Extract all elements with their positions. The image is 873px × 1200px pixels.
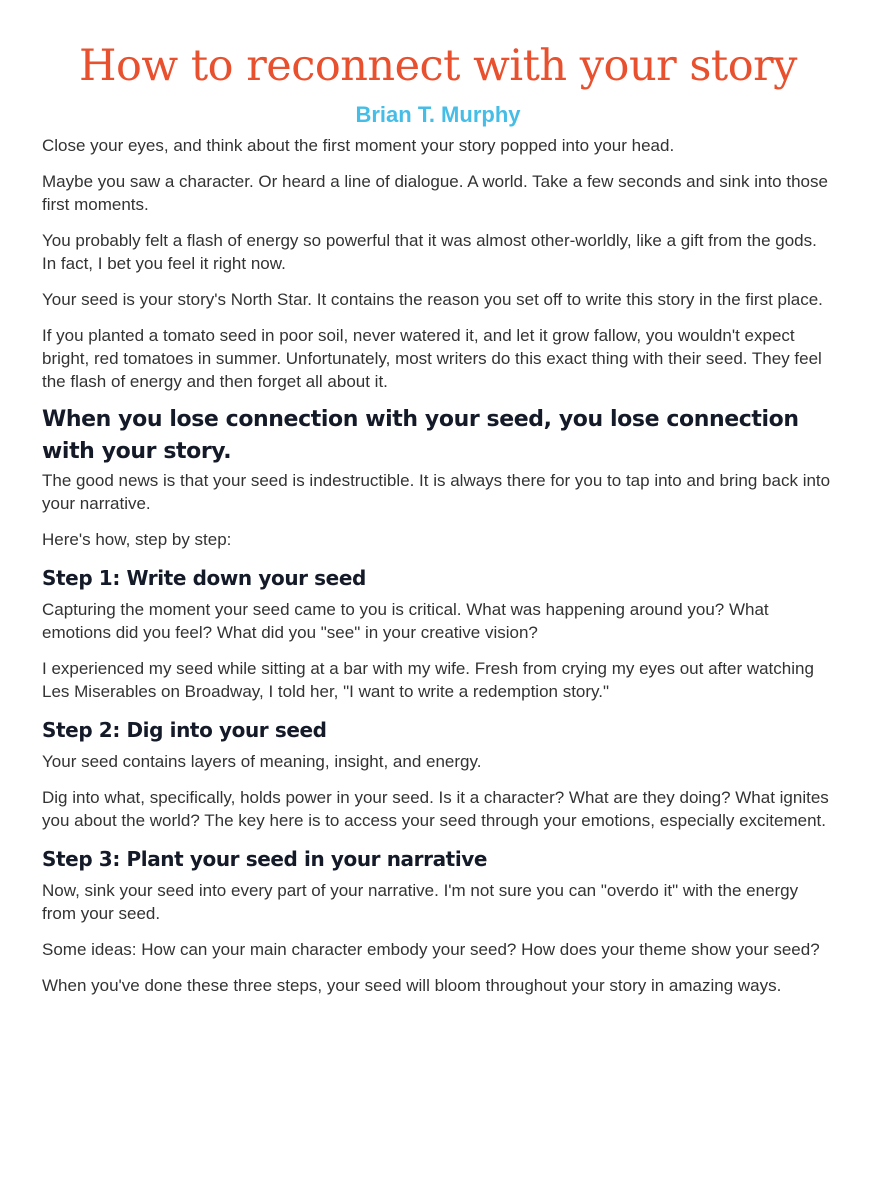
article: [42, 38, 834, 1010]
step-3-heading: Step 3: Plant your seed in your narrative: [42, 847, 488, 871]
step-1-paragraph: I experienced my seed while sitting at a bar with my wife. Fresh from crying my eyes out after watching Les Miserables on Broadway, I told her, "I want to write a redemption story.": [42, 659, 814, 701]
article-title: How to reconnect with your story: [79, 41, 797, 91]
intro-paragraph: Close your eyes, and think about the first moment your story popped into your head.: [42, 136, 675, 155]
intro-paragraph: Your seed is your story's North Star. It contains the reason you set off to write this story in the first place.: [42, 290, 823, 309]
step-3-paragraph: When you've done these three steps, your seed will bloom throughout your story in amazing ways.: [42, 976, 782, 995]
step-3-paragraph: Now, sink your seed into every part of your narrative. I'm not sure you can "overdo it" with the energy from your seed.: [42, 881, 799, 923]
step-1-heading: Step 1: Write down your seed: [42, 566, 366, 590]
key-paragraph: Here's how, step by step:: [42, 530, 232, 549]
step-3-paragraph: Some ideas: How can your main character embody your seed? How does your theme show your seed?: [42, 940, 820, 959]
step-2-heading: Step 2: Dig into your seed: [42, 718, 327, 742]
step-1-paragraph: Capturing the moment your seed came to you is critical. What was happening around you? What emotions did you feel? What did you "see" in your creative vision?: [42, 600, 769, 642]
intro-paragraph: Maybe you saw a character. Or heard a line of dialogue. A world. Take a few seconds and sink into those first moments.: [42, 172, 828, 214]
key-heading: When you lose connection with your seed, you lose connection with your story.: [42, 407, 799, 464]
step-2-paragraph: Dig into what, specifically, holds power in your seed. Is it a character? What are they doing? What ignites you about the world? The key here is to access your seed through your emotions, especially excitement.: [42, 788, 829, 830]
step-2-paragraph: Your seed contains layers of meaning, insight, and energy.: [42, 752, 482, 771]
intro-paragraph: If you planted a tomato seed in poor soil, never watered it, and let it grow fallow, you wouldn't expect bright, red tomatoes in summer. Unfortunately, most writers do this exact thing with their seed. They feel the flash of energy and then forget all about it.: [42, 326, 822, 391]
article-author: Brian T. Murphy: [355, 102, 521, 127]
intro-paragraph: You probably felt a flash of energy so powerful that it was almost other-worldly, like a gift from the gods. In fact, I bet you feel it right now.: [42, 231, 817, 273]
key-paragraph: The good news is that your seed is indestructible. It is always there for you to tap into and bring back into your narrative.: [42, 471, 831, 513]
